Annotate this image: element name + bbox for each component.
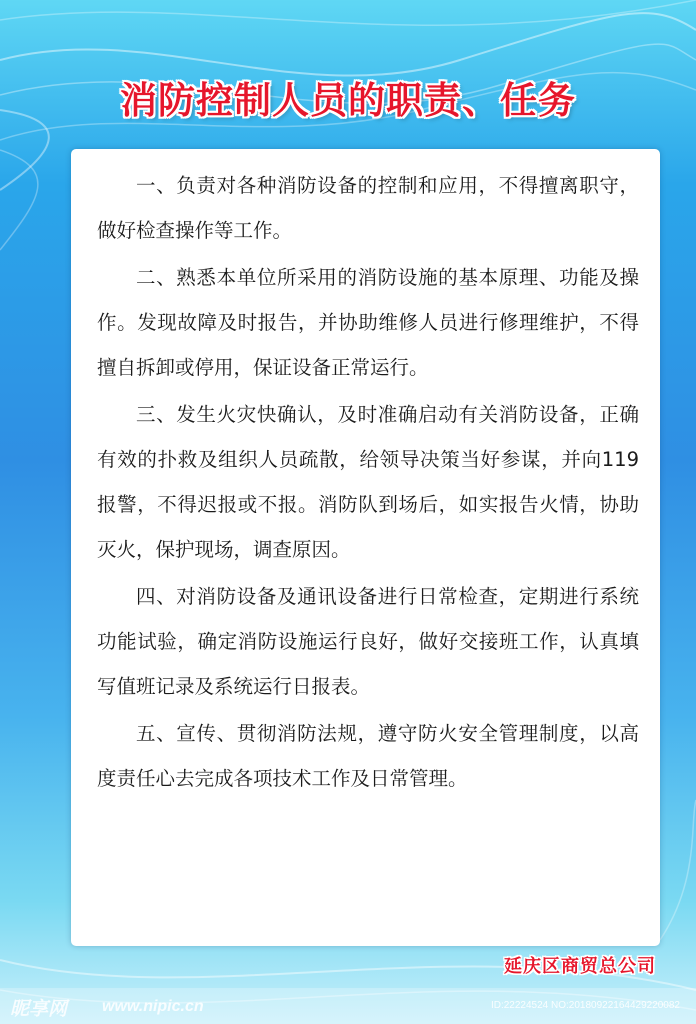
watermark-id: ID:22224524 NO:20180922164429220082 — [490, 1000, 680, 1011]
duty-paragraph-5: 五、宣传、贯彻消防法规，遵守防火安全管理制度，以高度责任心去完成各项技术工作及日常管理。 — [97, 722, 639, 790]
duties-text — [97, 163, 639, 803]
content-panel — [71, 149, 660, 946]
duty-paragraph-2: 二、熟悉本单位所采用的消防设施的基本原理、功能及操作。发现故障及时报告，并协助维修人员进行修理维护，不得擅自拆卸或停用，保证设备正常运行。 — [97, 266, 639, 379]
duty-paragraph-3: 三、发生火灾快确认，及时准确启动有关消防设备，正确有效的扑救及组织人员疏散，给领导决策当好参谋，并向119报警，不得迟报或不报。消防队到场后，如实报告火情，协助灭火，保护现场，调查原因。 — [97, 403, 639, 561]
page-title: 消防控制人员的职责、任务 — [120, 79, 576, 122]
company-name: 延庆区商贸总公司 — [504, 956, 656, 977]
duty-paragraph-1: 一、负责对各种消防设备的控制和应用，不得擅离职守，做好检查操作等工作。 — [97, 174, 639, 242]
watermark-url: www.nipic.cn — [102, 998, 204, 1015]
duty-paragraph-4: 四、对消防设备及通讯设备进行日常检查，定期进行系统功能试验，确定消防设施运行良好，做好交接班工作，认真填写值班记录及系统运行日报表。 — [97, 585, 639, 698]
watermark-logo: 昵享网 — [10, 998, 68, 1020]
